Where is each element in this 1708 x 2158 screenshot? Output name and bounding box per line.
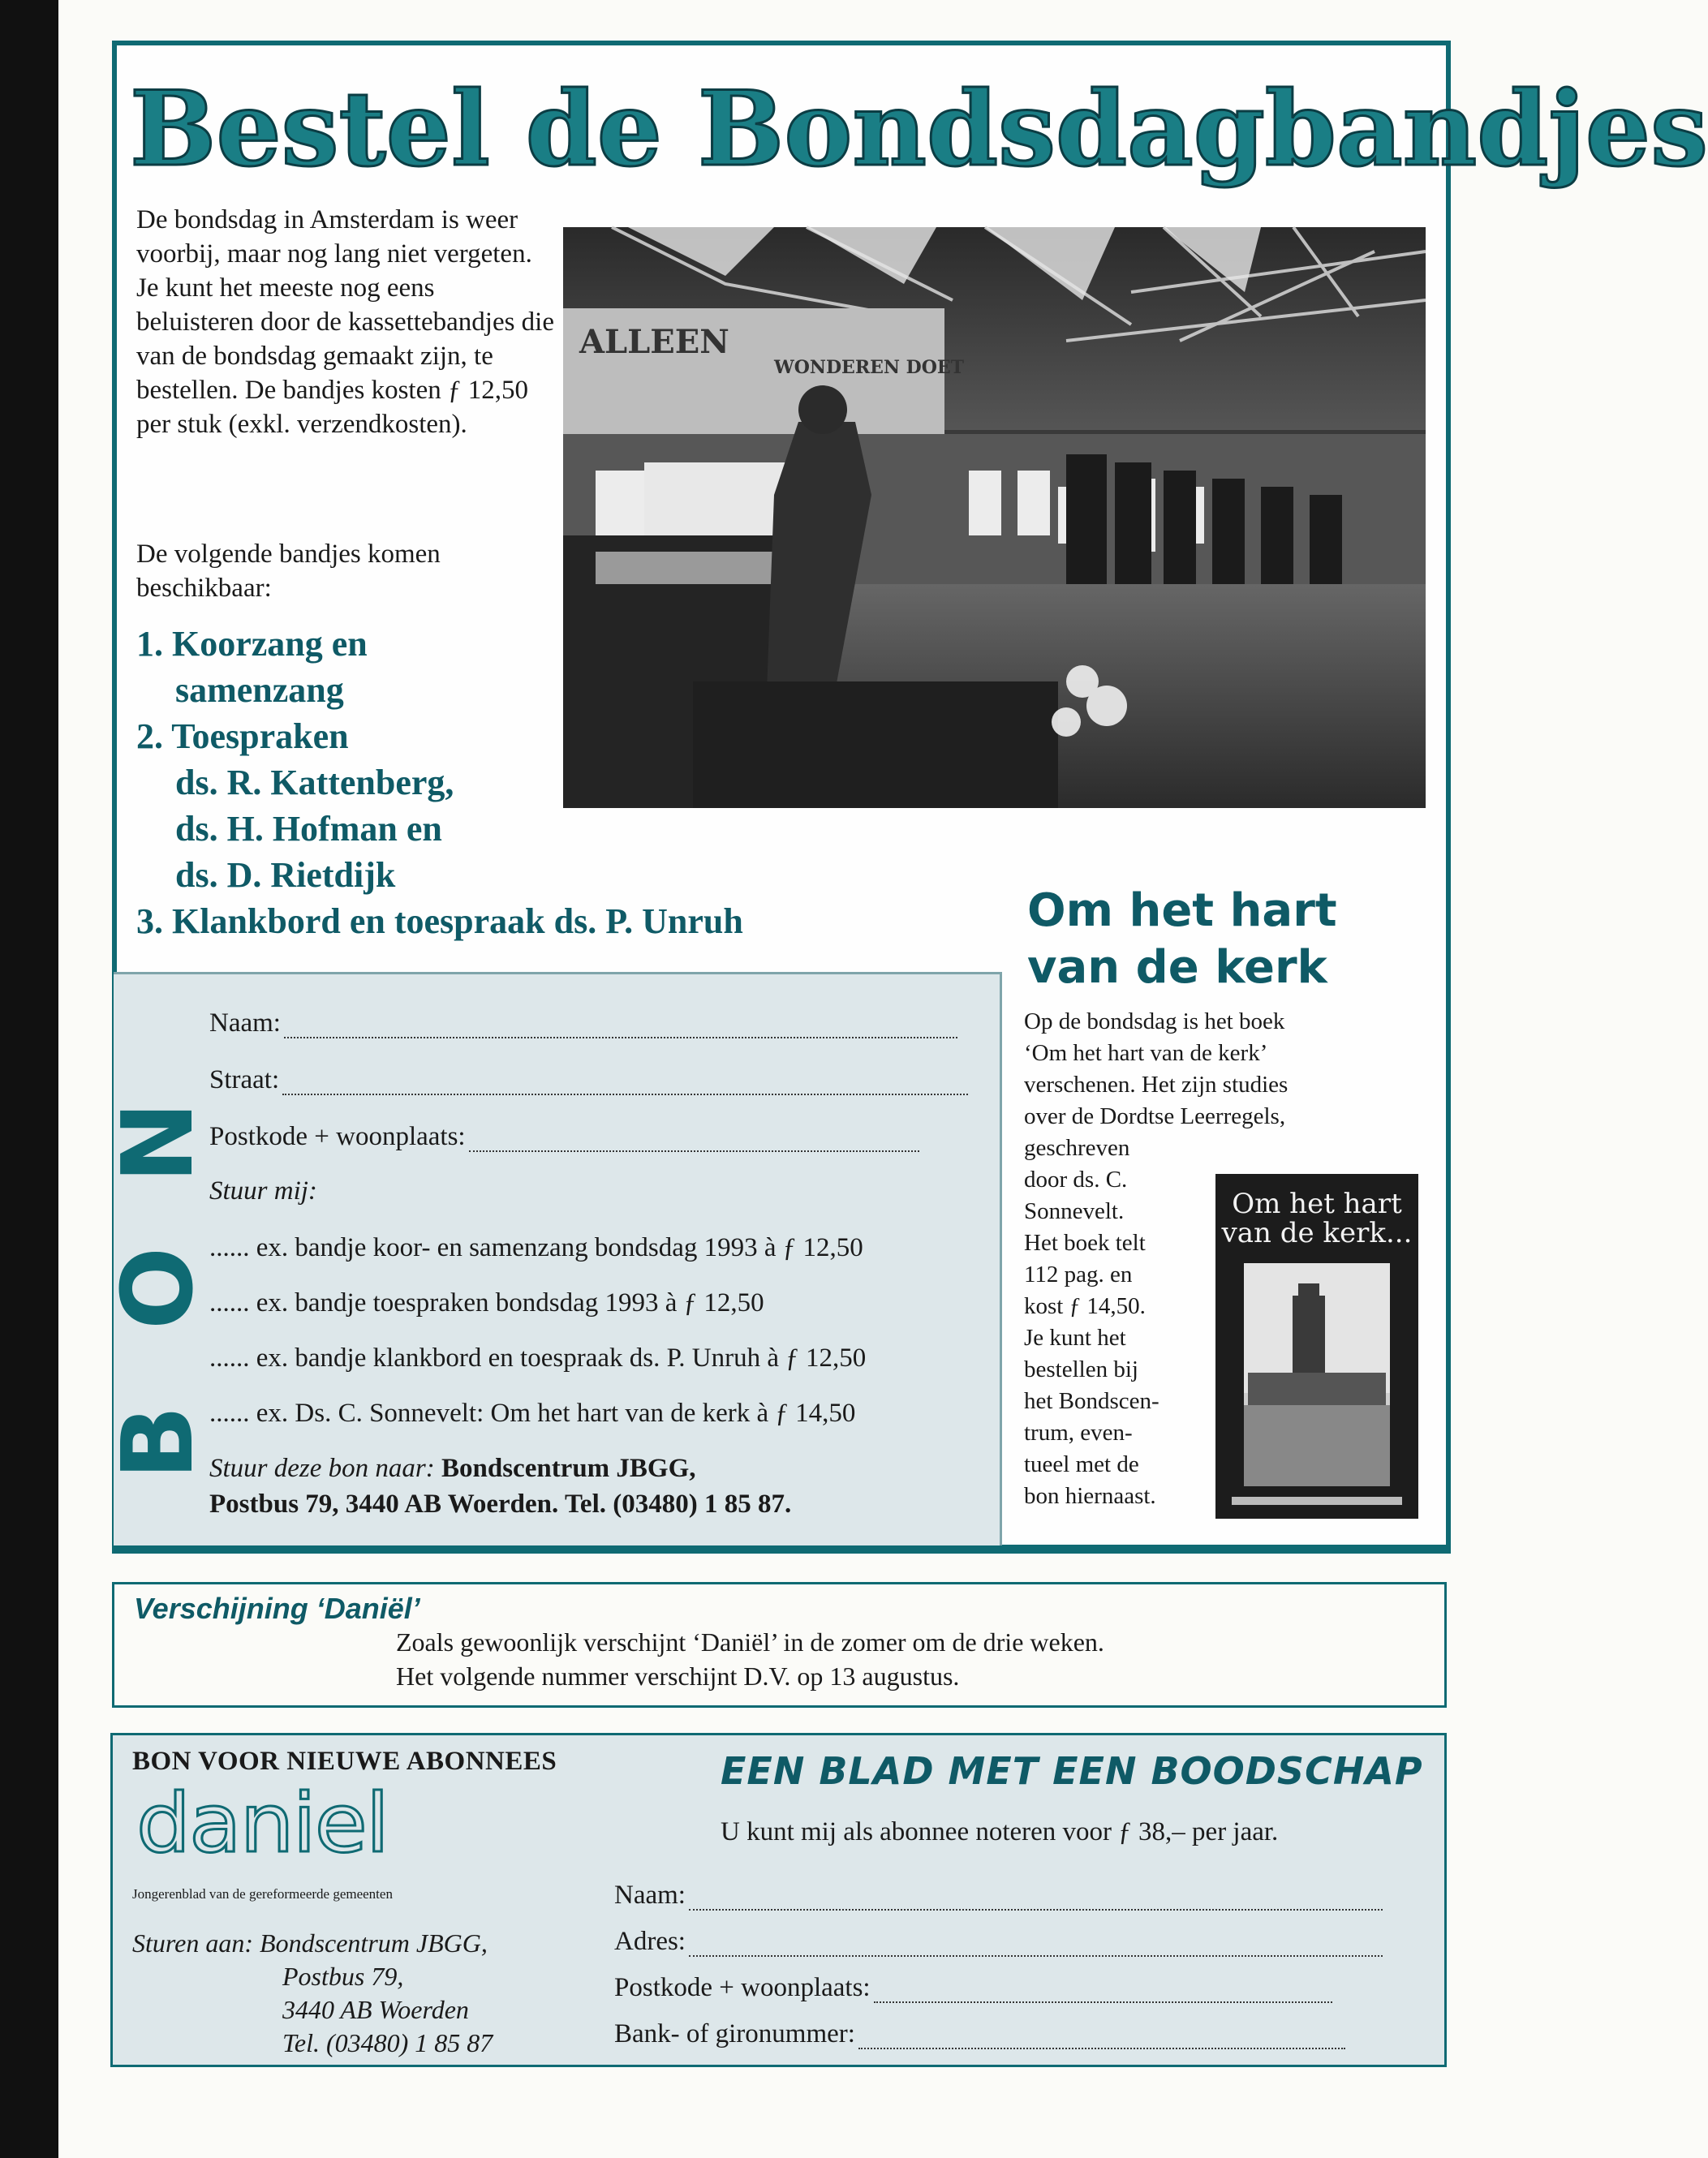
daniel-logo-text: daniel bbox=[136, 1776, 388, 1871]
bon-send-to: Bondscentrum JBGG, bbox=[441, 1454, 696, 1483]
bon-address: Postbus 79, 3440 AB Woerden. Tel. (03480) 1 85 87. bbox=[209, 1490, 792, 1519]
bon-letter-o: O bbox=[102, 1246, 215, 1330]
verschijning-line-2: Het volgende nummer verschijnt D.V. op 13 augustus. bbox=[396, 1661, 960, 1691]
bon-postcode-row bbox=[209, 1122, 919, 1152]
send-address bbox=[132, 1927, 493, 2060]
book-line: kost ƒ 14,50. bbox=[1024, 1293, 1146, 1319]
bon-item-4[interactable]: ...... ex. Ds. C. Sonnevelt: Om het hart van de kerk à ƒ 14,50 bbox=[209, 1399, 856, 1428]
tape-2-speaker-2: ds. H. Hofman en bbox=[175, 809, 442, 849]
headline: Bestel de Bondsdagbandjes bbox=[130, 69, 1708, 189]
sub-postcode-row bbox=[614, 1973, 1332, 2003]
verschijning-title: Verschijning ‘Daniël’ bbox=[134, 1592, 420, 1625]
send-line-3: 3440 AB Woerden bbox=[282, 1995, 469, 2024]
sub-address-row bbox=[614, 1927, 1383, 1957]
sub-name-row bbox=[614, 1881, 1383, 1911]
book-line: over de Dordtse Leerregels, bbox=[1024, 1103, 1286, 1129]
book-title-line-1: Om het hart bbox=[1027, 884, 1337, 937]
send-line-4: Tel. (03480) 1 85 87 bbox=[282, 2028, 493, 2057]
send-line-1: Bondscentrum JBGG, bbox=[260, 1928, 488, 1958]
sub-address-field[interactable] bbox=[689, 1945, 1383, 1957]
binding-edge bbox=[0, 0, 58, 2158]
svg-text:ALLEEN: ALLEEN bbox=[579, 323, 729, 361]
sub-bank-row bbox=[614, 2019, 1345, 2049]
bon-letter-b: B bbox=[102, 1405, 215, 1480]
tape-2-speaker-3: ds. D. Rietdijk bbox=[175, 855, 396, 895]
subscription-heading: BON VOOR NIEUWE ABONNEES bbox=[132, 1747, 557, 1776]
tape-2-speaker-1: ds. R. Kattenberg, bbox=[175, 763, 454, 802]
book-title bbox=[1027, 883, 1449, 996]
bon-postcode-label: Postkode + woonplaats: bbox=[209, 1122, 466, 1151]
bon-name-field[interactable] bbox=[284, 1027, 957, 1038]
book-cover-image bbox=[1215, 1174, 1418, 1519]
bon-street-label: Straat: bbox=[209, 1065, 280, 1094]
bon-postcode-field[interactable] bbox=[469, 1141, 919, 1152]
sub-name-field[interactable] bbox=[689, 1899, 1383, 1911]
tape-1: 1. Koorzang en bbox=[136, 624, 368, 664]
sub-postcode-field[interactable] bbox=[874, 1992, 1332, 2003]
book-title-line-2: van de kerk bbox=[1027, 941, 1327, 994]
tape-3: 3. Klankbord en toespraak ds. P. Unruh bbox=[136, 901, 743, 941]
bon-name-row bbox=[209, 1008, 957, 1038]
intro-paragraph: De bondsdag in Amsterdam is weer voorbij, maar nog lang niet vergeten. Je kunt het meeste nog eens beluisteren door de kassettebandjes die van de bondsdag gemaakt zijn, te bestellen. De bandjes kosten ƒ 12,50 per stuk (exkl. verzendkosten). bbox=[136, 205, 554, 439]
bon-vertical-letters bbox=[102, 1021, 215, 1507]
tape-1-cont: samenzang bbox=[175, 670, 344, 710]
book-line: Sonnevelt. bbox=[1024, 1198, 1125, 1224]
sub-postcode-label: Postkode + woonplaats: bbox=[614, 1973, 871, 2002]
daniel-logo bbox=[136, 1776, 396, 1871]
send-label: Sturen aan: bbox=[132, 1928, 254, 1958]
bon-send-row bbox=[209, 1454, 696, 1484]
send-line-2: Postbus 79, bbox=[282, 1962, 404, 1991]
available-paragraph: De volgende bandjes komen beschikbaar: bbox=[136, 540, 441, 603]
book-line: geschreven bbox=[1024, 1135, 1130, 1161]
slogan: EEN BLAD MET EEN BOODSCHAP bbox=[721, 1749, 1423, 1793]
tape-2: 2. Toespraken bbox=[136, 716, 349, 756]
sub-address-label: Adres: bbox=[614, 1927, 686, 1956]
book-line: Je kunt het bbox=[1024, 1325, 1126, 1351]
book-line: 112 pag. en bbox=[1024, 1262, 1133, 1287]
bon-name-label: Naam: bbox=[209, 1008, 281, 1038]
book-cover-title-1: Om het hart bbox=[1232, 1188, 1402, 1220]
choir-organ-photo bbox=[563, 227, 1426, 808]
bon-street-row bbox=[209, 1065, 968, 1095]
book-line: door ds. C. bbox=[1024, 1167, 1128, 1193]
book-line: verschenen. Het zijn studies bbox=[1024, 1072, 1289, 1098]
book-line: Op de bondsdag is het boek bbox=[1024, 1008, 1285, 1034]
bon-item-2[interactable]: ...... ex. bandje toespraken bondsdag 1993 à ƒ 12,50 bbox=[209, 1288, 764, 1318]
bon-item-1[interactable]: ...... ex. bandje koor- en samenzang bondsdag 1993 à ƒ 12,50 bbox=[209, 1233, 863, 1262]
verschijning-line-1: Zoals gewoonlijk verschijnt ‘Daniël’ in de zomer om de drie weken. bbox=[396, 1627, 1104, 1657]
section-divider bbox=[112, 1545, 1451, 1554]
book-line: ‘Om het hart van de kerk’ bbox=[1024, 1040, 1268, 1066]
subscription-price-text: U kunt mij als abonnee noteren voor ƒ 38,– per jaar. bbox=[721, 1817, 1279, 1846]
bon-letter-n: N bbox=[102, 1101, 215, 1184]
book-line: bon hiernaast. bbox=[1024, 1483, 1156, 1509]
bon-item-3[interactable]: ...... ex. bandje klankbord en toespraak ds. P. Unruh à ƒ 12,50 bbox=[209, 1343, 867, 1373]
book-line: trum, even- bbox=[1024, 1420, 1133, 1446]
book-line: Het boek telt bbox=[1024, 1230, 1146, 1256]
bon-send-me: Stuur mij: bbox=[209, 1176, 317, 1206]
bon-send-label: Stuur deze bon naar: bbox=[209, 1454, 435, 1483]
bon-street-field[interactable] bbox=[282, 1084, 968, 1095]
book-line: het Bondscen- bbox=[1024, 1388, 1159, 1414]
logo-subtitle: Jongerenblad van de gereformeerde gemeenten bbox=[132, 1886, 393, 1902]
book-cover-title-2: van de kerk... bbox=[1221, 1217, 1413, 1249]
sub-bank-field[interactable] bbox=[858, 2038, 1345, 2049]
svg-text:WONDEREN DOET: WONDEREN DOET bbox=[774, 357, 965, 378]
sub-name-label: Naam: bbox=[614, 1881, 686, 1910]
sub-bank-label: Bank- of gironummer: bbox=[614, 2019, 855, 2048]
book-line: bestellen bij bbox=[1024, 1356, 1138, 1382]
book-line: tueel met de bbox=[1024, 1451, 1139, 1477]
